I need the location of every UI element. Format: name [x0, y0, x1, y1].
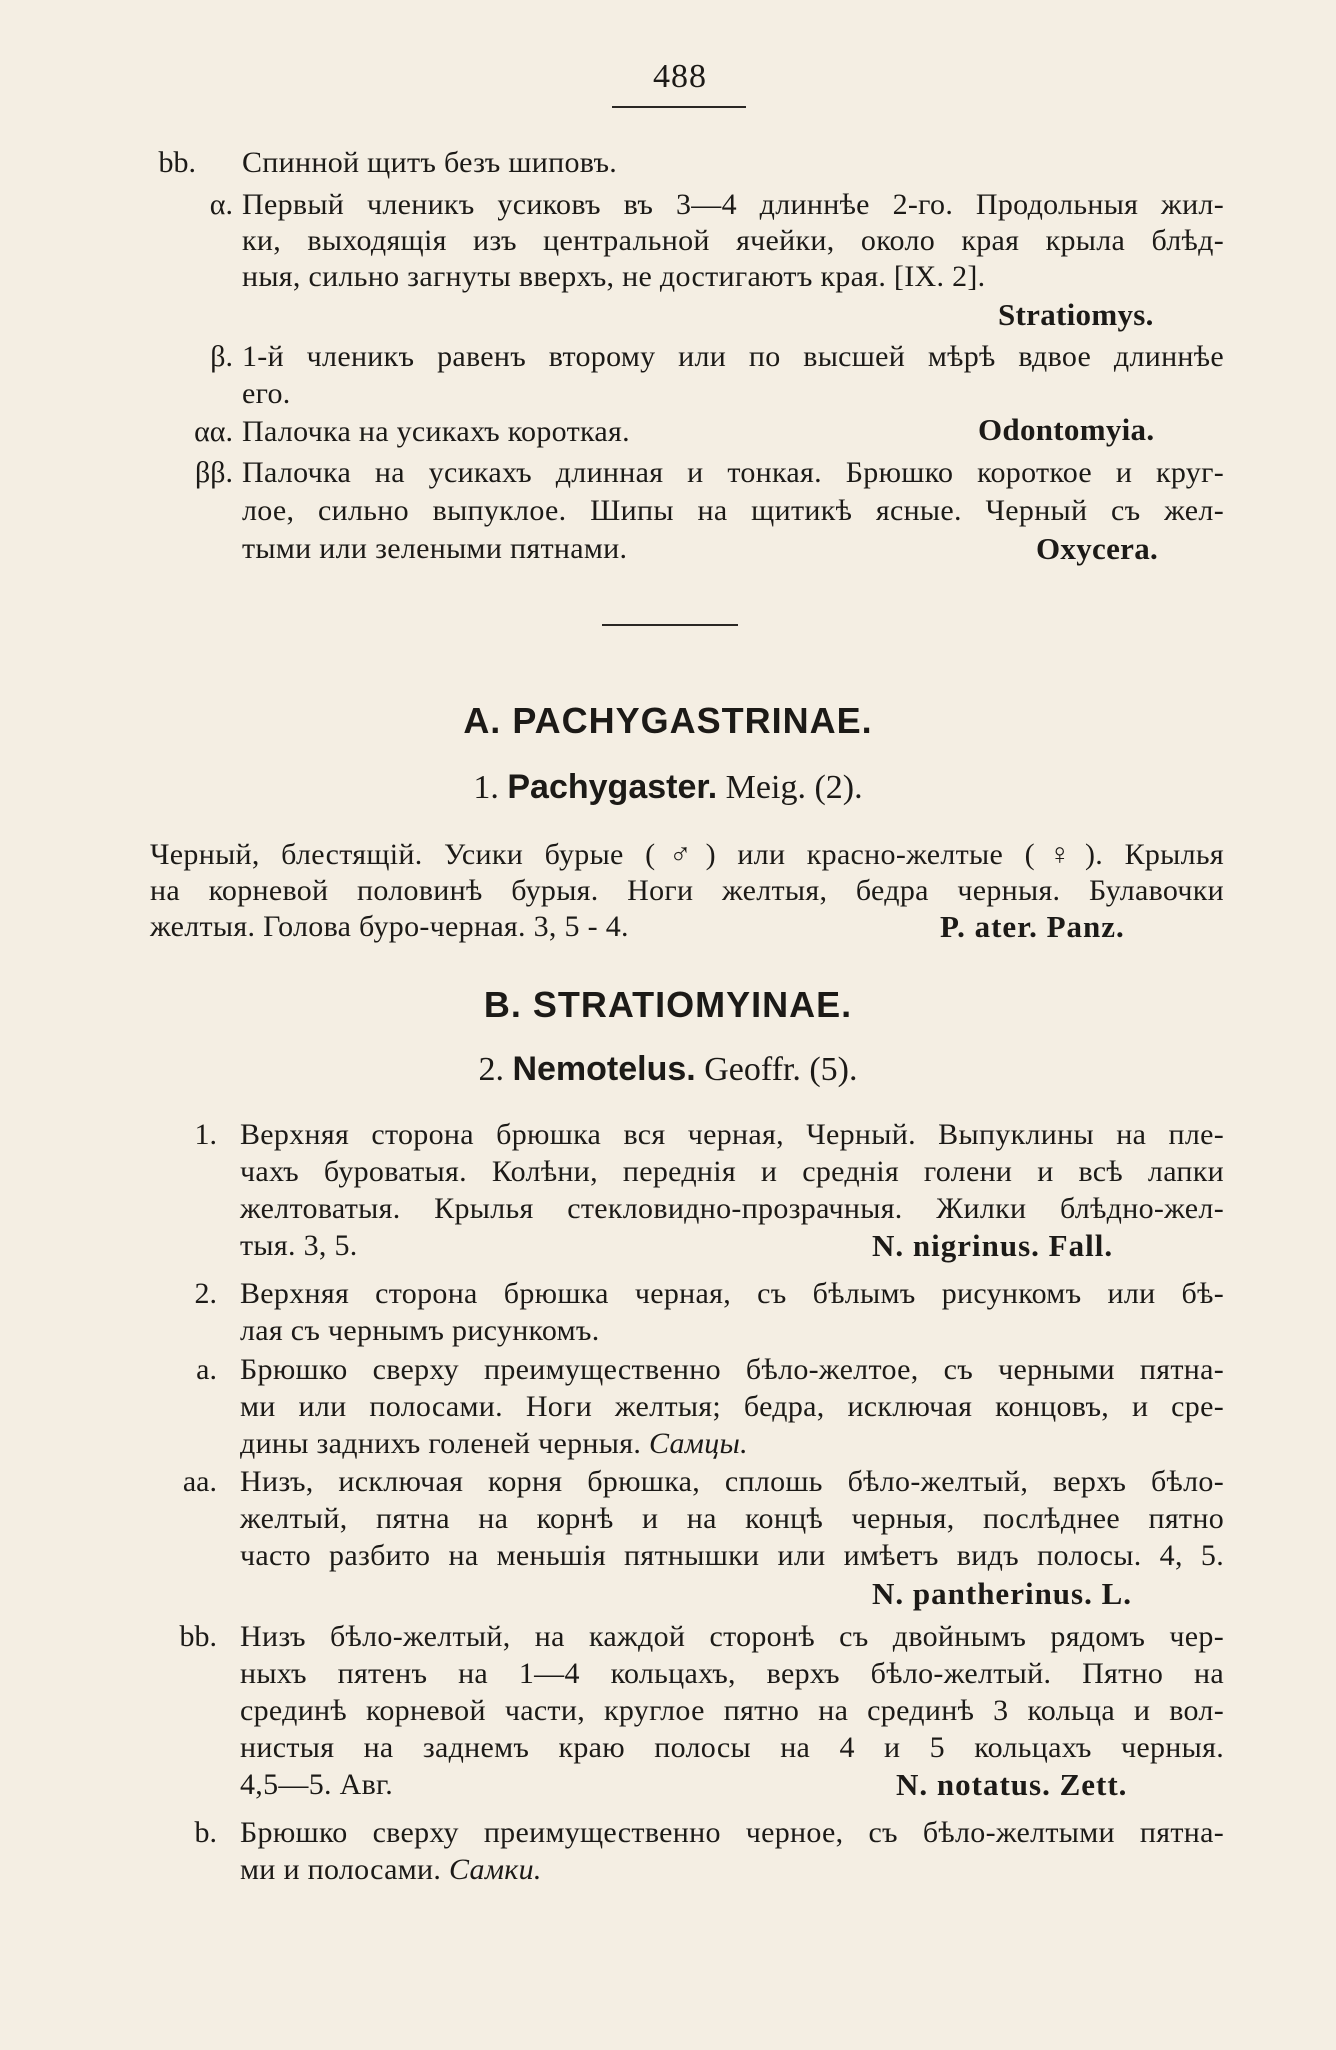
item-a-line: ми или полосами. Ноги желтыя; бедра, исключая концовъ, и сре-	[240, 1390, 1224, 1423]
item-1-line: тыя. 3, 5.	[240, 1229, 358, 1262]
item-1-line: Верхняя сторона брюшка вся черная, Черный. Выпуклины на пле-	[240, 1118, 1224, 1151]
genus-count: (2).	[814, 769, 863, 806]
genus-heading-pachygaster	[0, 768, 1336, 807]
item-bb-line: ныхъ пятенъ на 1—4 кольцахъ, верхъ бѣло-желтый. Пятно на	[240, 1657, 1224, 1690]
genus-name: Nemotelus.	[512, 1050, 696, 1088]
item-2-line: Верхняя сторона брюшка черная, съ бѣлымъ рисункомъ или бѣ-	[240, 1277, 1224, 1310]
page-number-rule	[612, 106, 746, 108]
item-2-line: лая съ чернымъ рисункомъ.	[240, 1314, 600, 1347]
item-aa-line: желтый, пятна на корнѣ и на концѣ черныя, послѣднее пятно	[240, 1502, 1224, 1535]
key-beta-line: 1-й членикъ равенъ второму или по высшей мѣрѣ вдвое длиннѣе	[242, 340, 1224, 373]
genus-number: 1.	[473, 769, 499, 806]
key-beta-beta-line: лое, сильно выпуклое. Шипы на щитикѣ ясные. Черный съ жел-	[242, 494, 1224, 527]
sex-label-females: Самки.	[449, 1853, 542, 1886]
genus-author: Meig.	[725, 769, 806, 806]
sex-label-males: Самцы.	[648, 1427, 748, 1460]
item-bb-line: нистыя на заднемъ краю полосы на 4 и 5 кольцахъ черныя.	[240, 1731, 1224, 1764]
key-alpha-line: ки, выходящія изъ центральной ячейки, около края крыла блѣд-	[242, 224, 1224, 257]
genus-label-odontomyia: Odontomyia.	[978, 412, 1155, 447]
species-label-n-notatus: N. notatus. Zett.	[896, 1767, 1128, 1802]
item-marker-a: a.	[196, 1353, 217, 1386]
item-b-line	[240, 1853, 542, 1887]
item-marker-b: b.	[194, 1816, 217, 1849]
pachygaster-desc-line: желтыя. Голова буро-черная. 3, 5 - 4.	[150, 910, 629, 943]
item-bb-line: срединѣ корневой части, круглое пятно на срединѣ 3 кольца и вол-	[240, 1694, 1224, 1727]
key-alpha-line: Первый членикъ усиковъ въ 3—4 длиннѣе 2-го. Продольныя жил-	[242, 188, 1224, 221]
species-label-p-ater: P. ater. Panz.	[940, 909, 1125, 944]
genus-count: (5).	[809, 1051, 858, 1088]
genus-label-stratiomys: Stratiomys.	[998, 297, 1154, 332]
page-number: 488	[653, 58, 707, 95]
genus-label-oxycera: Oxycera.	[1036, 531, 1159, 566]
genus-heading-nemotelus	[0, 1050, 1336, 1089]
item-marker-bb: bb.	[179, 1620, 217, 1653]
species-label-n-pantherinus: N. pantherinus. L.	[872, 1576, 1133, 1611]
item-marker-aa: aa.	[182, 1465, 217, 1498]
item-bb-last-line: 4,5—5. Авг.	[240, 1768, 394, 1801]
pachygaster-desc-line: Черный, блестящій. Усики бурые (♂) или красно-желтые (♀). Крылья	[150, 838, 1224, 871]
item-bb-line: Низъ бѣло-желтый, на каждой сторонѣ съ двойнымъ рядомъ чер-	[240, 1620, 1224, 1653]
key-alpha-line: ныя, сильно загнуты вверхъ, не достигаютъ края. [IX. 2].	[242, 260, 986, 293]
key-text-bb: Спинной щитъ безъ шиповъ.	[242, 146, 618, 179]
item-a-line	[240, 1427, 748, 1461]
item-aa-line: часто разбито на меньшія пятнышки или имѣетъ видъ полосы. 4, 5.	[240, 1539, 1224, 1572]
item-a-last-text: дины заднихъ голеней черныя.	[240, 1427, 642, 1460]
key-marker-alpha-alpha: αα.	[194, 415, 233, 448]
genus-author: Geoffr.	[704, 1051, 801, 1088]
key-beta-line: его.	[242, 377, 291, 410]
species-label-n-nigrinus: N. nigrinus. Fall.	[872, 1228, 1114, 1263]
pachygaster-desc-line: на корневой половинѣ бурыя. Ноги желтыя, бедра черныя. Булавочки	[150, 874, 1224, 907]
genus-name: Pachygaster.	[507, 768, 718, 806]
key-beta-beta-line: Палочка на усикахъ длинная и тонкая. Брюшко короткое и круг-	[242, 456, 1224, 489]
item-a-line: Брюшко сверху преимущественно бѣло-желтое, съ черными пятна-	[240, 1353, 1224, 1386]
key-marker-alpha: α.	[209, 188, 233, 221]
subfamily-heading-a: A. PACHYGASTRINAE.	[463, 700, 873, 741]
item-b-last-text: ми и полосами.	[240, 1853, 442, 1886]
section-separator	[602, 624, 738, 626]
item-marker-1: 1.	[194, 1118, 217, 1151]
genus-number: 2.	[478, 1051, 504, 1088]
item-aa-line: Низъ, исключая корня брюшка, сплошь бѣло-желтый, верхъ бѣло-	[240, 1465, 1224, 1498]
item-b-line: Брюшко сверху преимущественно черное, съ бѣло-желтыми пятна-	[240, 1816, 1224, 1849]
item-1-line: желтоватыя. Крылья стекловидно-прозрачныя. Жилки блѣдно-жел-	[240, 1192, 1224, 1225]
item-1-line: чахъ буроватыя. Колѣни, переднія и среднія голени и всѣ лапки	[240, 1155, 1224, 1188]
item-marker-2: 2.	[194, 1277, 217, 1310]
key-beta-beta-line: тыми или зелеными пятнами.	[242, 532, 628, 565]
key-marker-beta-beta: ββ.	[194, 456, 233, 489]
subfamily-heading-b: B. STRATIOMYINAE.	[483, 984, 853, 1025]
key-marker-beta: β.	[210, 340, 233, 373]
key-alpha-alpha-text: Палочка на усикахъ короткая.	[242, 415, 630, 448]
key-marker-bb: bb.	[158, 146, 196, 179]
